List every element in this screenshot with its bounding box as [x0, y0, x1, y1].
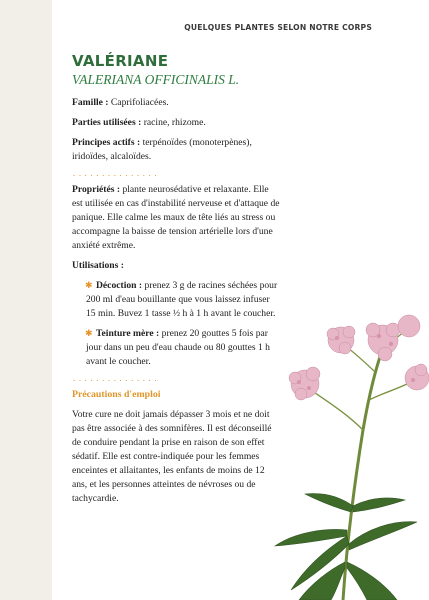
- utilisations-label: Utilisations :: [72, 260, 124, 271]
- page-side-strip: [0, 0, 52, 600]
- utilisations-heading: [72, 259, 281, 273]
- parties-value: racine, rhizome.: [143, 117, 206, 128]
- dotted-divider: ...............: [72, 375, 160, 383]
- running-head: QUELQUES PLANTES SELON NOTRE CORPS: [184, 23, 372, 32]
- valerian-illustration: [245, 300, 429, 600]
- famille-label: Famille :: [72, 97, 109, 108]
- dotted-divider: ...............: [72, 170, 160, 178]
- asterisk-bullet-icon: ✱: [85, 281, 93, 291]
- leaves: [275, 494, 417, 600]
- principes-value: terpénoïdes (monoterpènes), iridoïdes, alcaloïdes.: [72, 137, 252, 162]
- proprietes-line: [72, 183, 281, 253]
- proprietes-value: plante neurosédative et relaxante. Elle est utilisée en cas d'instabilité nerveuse et d'attaque de panique. Elle calme les maux de tête liés au stress ou accompagne la baisse de tension artérielle lors d'une anxiété extrême.: [72, 184, 280, 251]
- proprietes-label: Propriétés :: [72, 184, 121, 195]
- decoction-value: prenez 3 g de racines séchées pour 200 ml d'eau bouillante que vous laissez infuser 15 min. Buvez 1 tasse ½ h à 1 h avant le coucher.: [86, 280, 278, 319]
- parties-line: [72, 116, 281, 130]
- famille-value: Caprifoliacées.: [110, 97, 169, 108]
- asterisk-bullet-icon: ✱: [85, 329, 93, 339]
- latin-name: VALERIANA OFFICINALIS L.: [72, 72, 240, 87]
- principes-line: [72, 136, 281, 164]
- famille-line: [72, 96, 281, 110]
- precautions-heading: Précautions d'emploi: [72, 389, 161, 400]
- precautions-text: Votre cure ne doit jamais dépasser 3 mois et ne doit pas être associée à des somnifères. Il est déconseillé de conduire pendant la prise en raison de son effet sédatif. Elle est contre-indiquée pour les femmes enceintes et allaitantes, les enfants de moins de 12 ans, et les personnes atteintes de névroses ou de tachycardie.: [72, 409, 272, 504]
- plant-title: VALÉRIANE: [72, 52, 169, 70]
- teinture-value: prenez 20 gouttes 5 fois par jour dans un peu d'eau chaude ou 80 gouttes 1 h avant le coucher.: [86, 328, 270, 367]
- principes-label: Principes actifs :: [72, 137, 141, 148]
- parties-label: Parties utilisées :: [72, 117, 142, 128]
- decoction-label: Décoction :: [96, 280, 143, 291]
- teinture-label: Teinture mère :: [96, 328, 160, 339]
